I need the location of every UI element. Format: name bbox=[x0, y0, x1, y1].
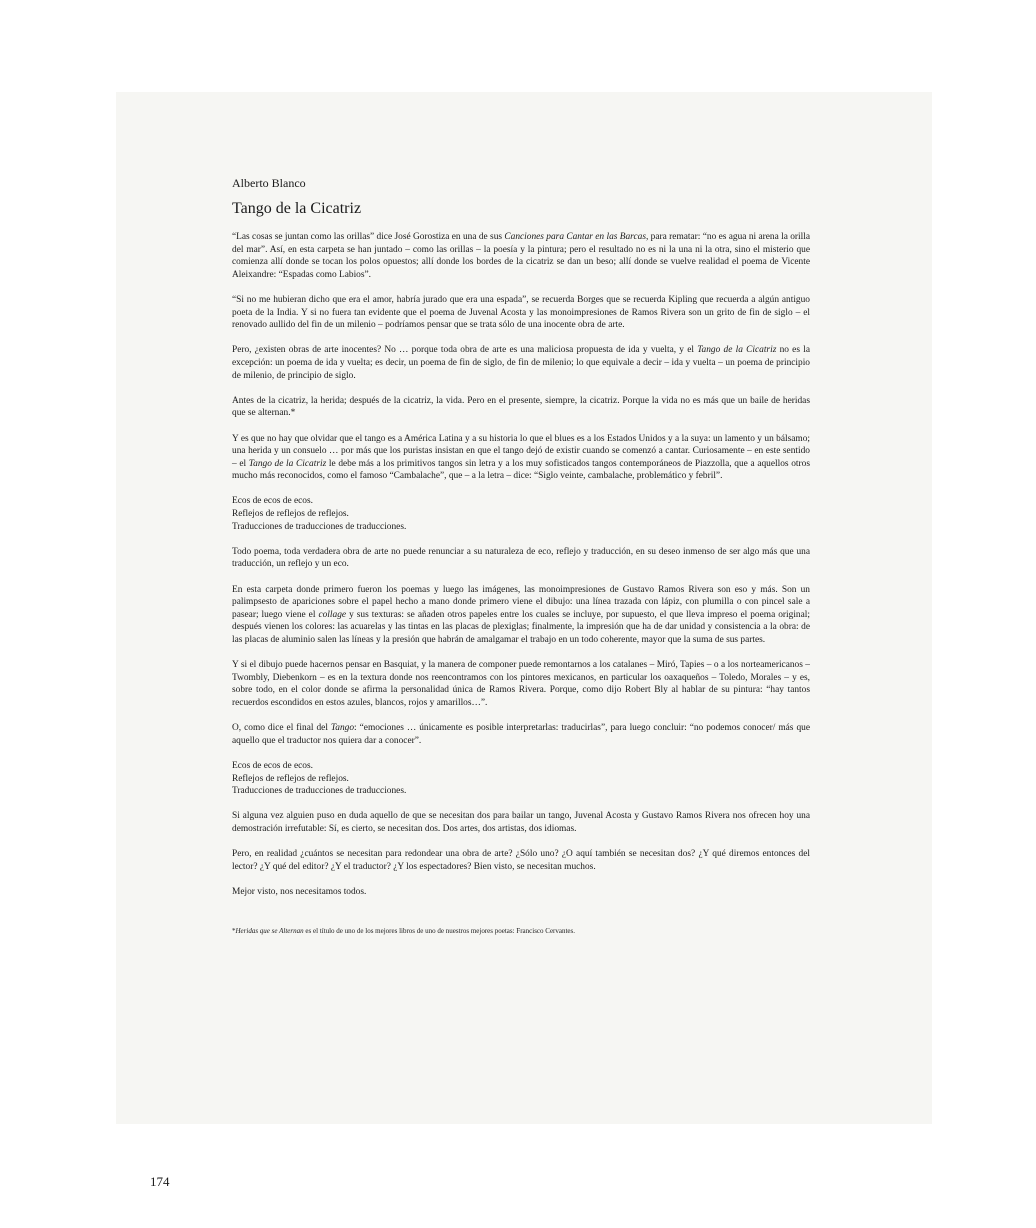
paragraph-5-text-c: le debe más a los primitivos tangos sin letra y a los muy sofisticados tangos contemporáneos de Piazzolla, que a aquellos otros mucho más reconocidos, como el famoso “Cambalache”, que – a la letra – dice: “Siglo veinte, cambalache, problemático y febril”. bbox=[232, 458, 810, 482]
echo-line: Reflejos de reflejos de reflejos. bbox=[232, 773, 349, 784]
paragraph-9-text-c: : “emociones … únicamente es posible interpretarlas: traducirlas”, para luego concluir: “no podemos conocer/ más que aquello que el traductor nos quiera dar a conocer”. bbox=[232, 723, 810, 746]
paragraph-5 bbox=[232, 433, 810, 483]
author-name: Alberto Blanco bbox=[232, 176, 306, 190]
paragraph-3 bbox=[232, 344, 810, 382]
echo-line: Reflejos de reflejos de reflejos. bbox=[232, 509, 349, 520]
echo-stanza-1 bbox=[232, 495, 810, 533]
paragraph-3-text-a: Pero, ¿existen obras de arte inocentes? No … porque toda obra de arte es una maliciosa propuesta de ida y vuelta, y el bbox=[232, 345, 698, 356]
echo-line: Ecos de ecos de ecos. bbox=[232, 760, 313, 771]
paragraph-1-italic: Canciones para Cantar en las Barcas bbox=[504, 232, 646, 242]
paragraph-7-text-a: En esta carpeta donde primero fueron los poemas y luego las imágenes, las monoimpresiones de Gustavo Ramos Rivera son eso y más. Son un palimpsesto de apariciones sobre el papel hecho a mano donde primero viene el dibujo: una línea trazada con lápiz, con plumilla o con pincel sale a pasear; luego viene el bbox=[232, 584, 810, 620]
paragraph-7 bbox=[232, 584, 810, 647]
paragraph-1-text-c: , para rematar: “no es agua ni arena la orilla del mar”. Así, en esta carpeta se han juntado – como las orillas – la poesía y la pintura; pero el resultado no es ni la una ni la otra, sino el misterio que comienza allí donde se tocan los polos opuestos; allí donde los bordes de la cicatriz se dan un beso; allí donde se vuelve realidad el poema de Vicente Aleixandre: “Espadas como Labios”. bbox=[232, 232, 810, 280]
article-title: Tango de la Cicatriz bbox=[232, 200, 362, 217]
page-number: 174 bbox=[150, 1174, 170, 1189]
paragraph-12: Mejor visto, nos necesitamos todos. bbox=[232, 886, 367, 897]
echo-line: Ecos de ecos de ecos. bbox=[232, 496, 313, 507]
paragraph-5-text-a: Y es que no hay que olvidar que el tango es a América Latina y a su historia lo que el blues es a los Estados Unidos y a la suya: un lamento y un bálsamo; una herida y un consuelo … por más que los puristas insistan en que el tango dejó de existir cuando se comenzó a cantar. Curiosamente – en este sentido – el bbox=[232, 433, 810, 469]
echo-stanza-2 bbox=[232, 760, 810, 798]
paragraph-9-text-a: O, como dice el final del bbox=[232, 723, 331, 734]
paragraph-1 bbox=[232, 231, 810, 281]
paragraph-3-italic: Tango de la Cicatriz bbox=[697, 345, 777, 356]
paragraph-9-italic: Tango bbox=[330, 723, 355, 734]
paragraph-7-italic: collage bbox=[318, 609, 347, 620]
paragraph-11: Pero, en realidad ¿cuántos se necesitan para redondear una obra de arte? ¿Sólo uno? ¿O aquí también se necesitan dos? ¿Y qué diremos entonces del lector? ¿Y qué del editor? ¿Y el traductor? ¿Y los espectadores? Bien visto, se necesitan muchos. bbox=[232, 849, 810, 872]
echo-line: Traducciones de traducciones de traducciones. bbox=[232, 521, 407, 532]
paragraph-5-italic: Tango de la Cicatriz bbox=[248, 458, 327, 469]
article-body bbox=[232, 176, 810, 936]
footnote bbox=[232, 926, 810, 936]
footnote-marker: * bbox=[232, 927, 236, 936]
paragraph-3-text-c: no es la excepción: un poema de ida y vuelta; es decir, un poema de fin de siglo, de fin de milenio; lo que equivale a decir – ida y vuelta – un poema de principio de milenio, de principio de siglo. bbox=[232, 345, 810, 381]
paragraph-1-text-a: “Las cosas se juntan como las orillas” dice José Gorostiza en una de sus bbox=[232, 232, 505, 242]
paragraph-9 bbox=[232, 722, 810, 747]
footnote-italic: Heridas que se Alternan bbox=[235, 927, 304, 936]
paragraph-8: Y si el dibujo puede hacernos pensar en Basquiat, y la manera de componer puede remontarnos a los catalanes – Miró, Tapies – o a los norteamericanos – Twombly, Diebenkorn – es en la textura donde nos reencontramos con los pintores mexicanos, en particular los oaxaqueños – Toledo, Morales – y es, sobre todo, en el color donde se afirma la personalidad única de Ramos Rivera. Porque, como dijo Robert Bly al hablar de su pintura: “hay tantos recuerdos escondidos en estos azules, blancos, rojos y amarillos…”. bbox=[232, 660, 810, 708]
paragraph-2: “Si no me hubieran dicho que era el amor, habría jurado que era una espada”, se recuerda Borges que se recuerda Kipling que recuerda a algún antiguo poeta de la India. Y si no fuera tan evidente que el poema de Juvenal Acosta y las monoimpresiones de Ramos Rivera son un grito de fin de siglo – el renovado aullido del fin de un milenio – podríamos pensar que se trata sólo de una inocente obra de arte. bbox=[232, 294, 810, 331]
footnote-text: es el título de uno de los mejores libros de uno de nuestros mejores poetas: Francisco Cervantes. bbox=[303, 927, 576, 936]
paragraph-7-text-c: y sus texturas: se añaden otros papeles entre los cuales se incluye, por supuesto, el que lleva impreso el poema original; después vienen los colores: las acuarelas y las tintas en las placas de plexiglas; finalmente, la impresión que ha de dar unidad y consistencia a la obra: de las placas de aluminio salen las líneas y la presión que habrán de amalgamar el trabajo en un todo coherente, mayor que la suma de sus partes. bbox=[232, 609, 810, 645]
paragraph-10: Si alguna vez alguien puso en duda aquello de que se necesitan dos para bailar un tango, Juvenal Acosta y Gustavo Ramos Rivera nos ofrecen hoy una demostración irrefutable: Sí, es cierto, se necesitan dos. Dos artes, dos artistas, dos idiomas. bbox=[232, 811, 810, 834]
echo-line: Traducciones de traducciones de traducciones. bbox=[232, 786, 407, 797]
paragraph-4: Antes de la cicatriz, la herida; después de la cicatriz, la vida. Pero en el presente, siempre, la cicatriz. Porque la vida no es más que un baile de heridas que se alternan.* bbox=[232, 395, 810, 419]
paragraph-6: Todo poema, toda verdadera obra de arte no puede renunciar a su naturaleza de eco, reflejo y traducción, en su deseo inmenso de ser algo más que una traducción, un reflejo y un eco. bbox=[232, 546, 810, 570]
